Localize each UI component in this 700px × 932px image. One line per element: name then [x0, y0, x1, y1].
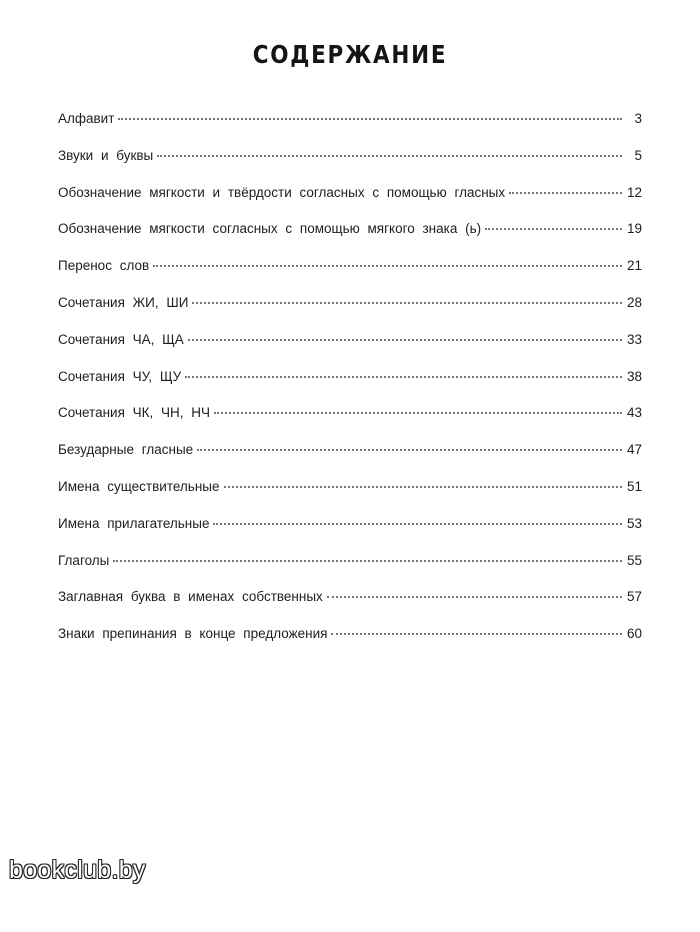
- dot-leader: [118, 117, 622, 120]
- toc-entry: [58, 258, 642, 295]
- toc-entry: [58, 185, 642, 222]
- dot-leader: [185, 375, 622, 378]
- table-of-contents: [58, 111, 642, 663]
- dot-leader: [224, 485, 623, 488]
- dot-leader: [214, 411, 622, 414]
- toc-entry-label: Сочетания ЖИ, ШИ: [58, 294, 189, 310]
- toc-entry-label: Обозначение мягкости согласных с помощью мягкого знака (ь): [58, 221, 482, 237]
- dot-leader: [192, 301, 622, 304]
- toc-entry: [58, 553, 642, 590]
- dot-leader: [153, 264, 622, 267]
- toc-entry-page-number: 38: [626, 368, 642, 384]
- toc-entry: [58, 589, 642, 626]
- toc-entry: [58, 626, 642, 663]
- toc-entry: [58, 148, 642, 185]
- toc-entry-page-number: 3: [634, 111, 642, 126]
- toc-entry-label: Заглавная буква в именах собственных: [58, 589, 323, 605]
- dot-leader: [213, 522, 622, 525]
- toc-entry: [58, 405, 642, 442]
- toc-entry: [58, 479, 642, 516]
- toc-entry-page-number: 28: [626, 294, 642, 310]
- dot-leader: [485, 227, 622, 230]
- dot-leader: [113, 559, 622, 562]
- toc-entry-label: Безударные гласные: [58, 442, 194, 458]
- toc-entry-label: Имена существительные: [58, 478, 220, 494]
- toc-entry-label: Сочетания ЧА, ЩА: [58, 331, 184, 347]
- toc-entry: [58, 369, 642, 406]
- toc-entry-page-number: 21: [626, 258, 642, 274]
- dot-leader: [331, 632, 622, 635]
- toc-entry-page-number: 47: [626, 442, 642, 458]
- dot-leader: [188, 338, 622, 341]
- toc-entry-page-number: 51: [626, 478, 642, 494]
- toc-entry-page-number: 55: [626, 552, 642, 568]
- watermark-logo: bookclub.by: [9, 856, 146, 884]
- toc-entry: [58, 221, 642, 258]
- toc-entry-label: Сочетания ЧУ, ЩУ: [58, 368, 182, 384]
- toc-entry-page-number: 19: [626, 221, 642, 237]
- dot-leader: [509, 191, 622, 194]
- dot-leader: [327, 595, 622, 598]
- toc-entry: [58, 442, 642, 479]
- toc-entry-label: Знаки препинания в конце предложения: [58, 626, 328, 642]
- toc-entry: [58, 111, 642, 148]
- toc-entry-page-number: 60: [626, 626, 642, 642]
- toc-entry: [58, 516, 642, 553]
- toc-entry-page-number: 5: [634, 147, 642, 163]
- toc-entry-page-number: 53: [626, 515, 642, 531]
- toc-entry-page-number: 33: [626, 331, 642, 347]
- toc-entry-label: Сочетания ЧК, ЧН, НЧ: [58, 405, 211, 421]
- dot-leader: [157, 154, 622, 157]
- toc-entry-page-number: 12: [626, 184, 642, 200]
- toc-entry-page-number: 57: [626, 589, 642, 605]
- toc-entry-label: Алфавит: [58, 111, 115, 126]
- toc-entry-label: Имена прилагательные: [58, 515, 210, 531]
- page-title: СОДЕРЖАНИЕ: [252, 40, 448, 69]
- toc-entry: [58, 295, 642, 332]
- toc-entry-label: Обозначение мягкости и твёрдости согласных с помощью гласных: [58, 184, 506, 200]
- toc-entry-label: Перенос слов: [58, 258, 150, 274]
- dot-leader: [197, 448, 622, 451]
- toc-entry-label: Звуки и буквы: [58, 147, 154, 163]
- toc-entry: [58, 332, 642, 369]
- toc-entry-label: Глаголы: [58, 552, 110, 568]
- toc-entry-page-number: 43: [626, 405, 642, 421]
